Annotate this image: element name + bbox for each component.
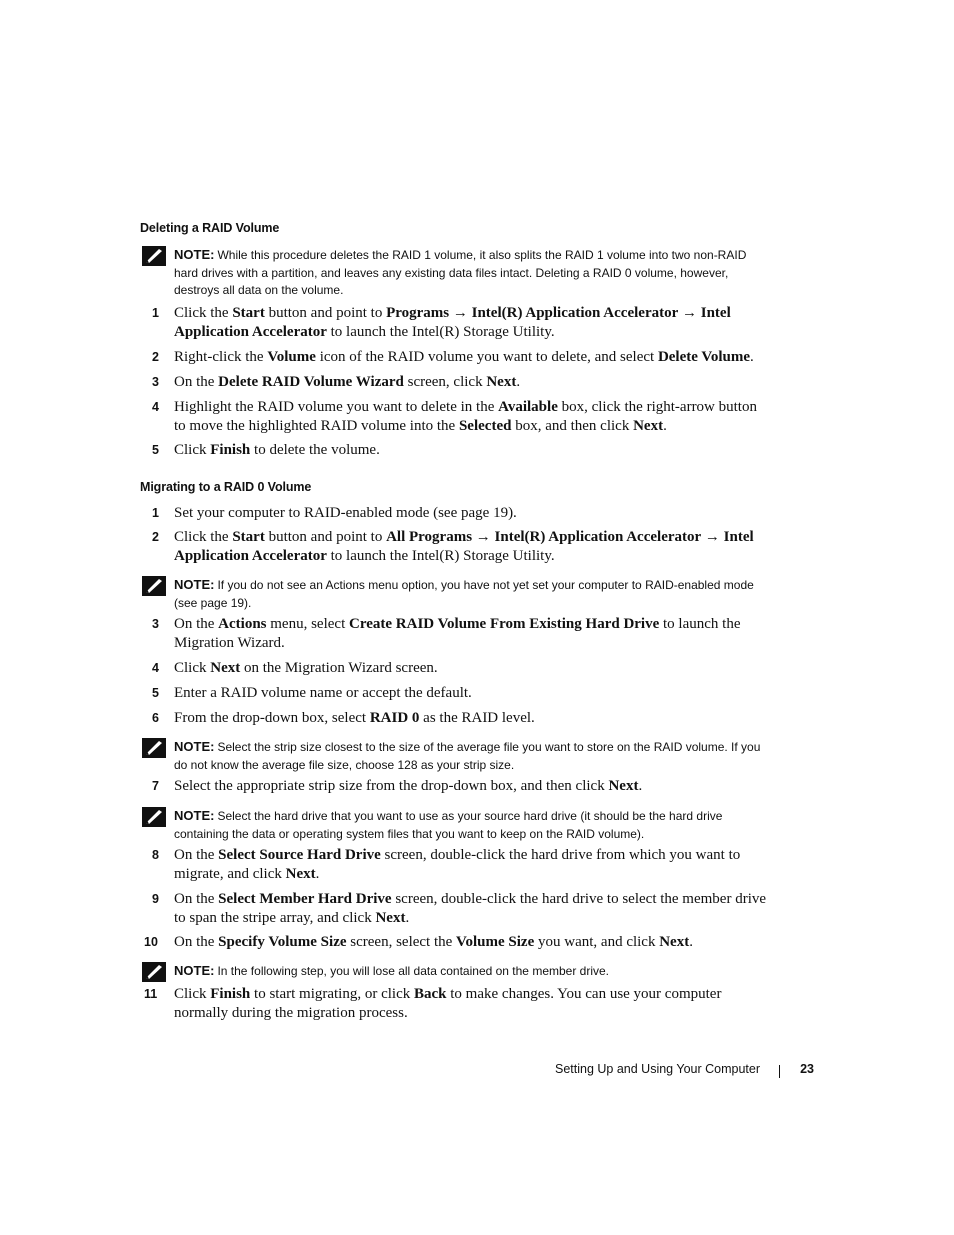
step-text: icon of the RAID volume you want to delete, and select: [315, 349, 658, 365]
note-ui-term: Actions: [325, 578, 365, 592]
step-text: On the: [174, 934, 219, 950]
step-text: Click: [174, 660, 211, 676]
delete-step-1: [140, 304, 770, 342]
step-text: to start migrating, or click: [250, 986, 414, 1002]
step-bold: Start: [232, 529, 265, 545]
step-bold: Next: [375, 910, 406, 926]
step-text: .: [750, 349, 754, 365]
step-text: to make changes. You can use your computer normally during the migration process.: [174, 986, 722, 1021]
step-bold: Create RAID Volume From Existing Hard Drive: [349, 616, 660, 632]
step-bold: Volume Size: [456, 934, 535, 950]
step-text: .: [689, 934, 693, 950]
step-text: Highlight the RAID volume you want to delete in the: [174, 399, 499, 415]
migrate-step-7: [140, 777, 770, 796]
step-text: On the: [174, 847, 219, 863]
step-bold: Delete Volume: [657, 349, 751, 365]
step-number: 8: [152, 848, 159, 862]
step-number: 5: [152, 686, 159, 700]
note-pencil-icon: [142, 738, 166, 758]
step-bold: Next: [486, 374, 517, 390]
step-text: box, click the right-arrow button to move the highlighted RAID volume into the: [174, 399, 757, 434]
step-text: →: [449, 305, 472, 321]
step-number: 11: [144, 987, 158, 1001]
step-bold: Finish: [210, 986, 251, 1002]
step-number: 5: [152, 443, 159, 457]
note-label: NOTE:: [174, 739, 215, 754]
step-text: .: [315, 866, 320, 882]
step-bold: Delete RAID Volume Wizard: [218, 374, 404, 390]
step-bold: Available: [498, 399, 558, 415]
step-text: →: [701, 529, 724, 545]
note-strip-size: [142, 738, 762, 774]
step-number: 10: [144, 935, 158, 949]
step-number: 4: [152, 400, 159, 414]
step-text: Set your computer to RAID-enabled mode (see page 19).: [174, 505, 517, 521]
step-number: 2: [152, 350, 159, 364]
step-number: 9: [152, 892, 159, 906]
note-pencil-icon: [142, 962, 166, 982]
note-text: In the following step, you will lose all data contained on the member drive.: [217, 964, 610, 978]
step-text: Select the appropriate strip size from the drop-down box, and then click: [174, 778, 609, 794]
step-bold: Intel(R) Application Accelerator: [471, 305, 679, 321]
step-number: 1: [152, 306, 159, 320]
step-number: 3: [152, 617, 159, 631]
note-text: Select the strip size closest to the size of the average file you want to store on the RAID volume. If you do not know the average file size, choose 128 as your strip size.: [174, 740, 761, 772]
step-text: to launch the Migration Wizard.: [174, 616, 741, 651]
migrate-step-9: [140, 890, 770, 928]
step-bold: Start: [232, 305, 265, 321]
note-delete-warning: [142, 246, 762, 300]
step-text: button and point to: [264, 305, 387, 321]
note-pencil-icon: [142, 576, 166, 596]
note-actions-menu: [142, 576, 762, 612]
step-text: Enter a RAID volume name or accept the default.: [174, 685, 472, 701]
step-number: 6: [152, 711, 159, 725]
step-text: →: [678, 305, 701, 321]
step-bold: Specify Volume Size: [218, 934, 347, 950]
step-bold: Finish: [210, 442, 251, 458]
page-footer: [520, 1062, 814, 1080]
step-number: 3: [152, 375, 159, 389]
step-bold: All Programs: [386, 529, 473, 545]
page-number: 23: [800, 1062, 814, 1076]
step-text: button and point to: [264, 529, 387, 545]
note-source-drive: [142, 807, 762, 843]
step-bold: Back: [414, 986, 447, 1002]
note-text: Select the hard drive that you want to use as your source hard drive (it should be the hard drive containing the data or operating system files that you want to keep on the RAID volume).: [174, 809, 723, 841]
note-text: menu option, you have not yet set your computer to RAID-enabled mode (see page 19).: [174, 578, 754, 610]
migrate-step-11: [140, 985, 770, 1023]
delete-step-5: [140, 441, 770, 460]
step-text: On the: [174, 891, 219, 907]
step-number: 1: [152, 506, 159, 520]
step-text: Click: [174, 442, 211, 458]
step-bold: Intel(R) Application Accelerator: [494, 529, 702, 545]
step-bold: Intel Application Accelerator: [174, 305, 731, 340]
footer-separator: [779, 1065, 780, 1078]
step-text: Click: [174, 986, 211, 1002]
step-bold: Next: [633, 418, 664, 434]
step-text: On the: [174, 616, 219, 632]
step-bold: Next: [285, 866, 316, 882]
step-text: screen, double-click the hard drive to select the member drive to span the stripe array, and click: [174, 891, 767, 926]
migrate-step-2: [140, 528, 770, 566]
step-bold: Next: [210, 660, 241, 676]
migrate-step-3: [140, 615, 770, 653]
step-bold: Intel Application Accelerator: [174, 529, 754, 564]
section-title-deleting: Deleting a RAID Volume: [140, 221, 280, 235]
note-text: While this procedure deletes the RAID 1 volume, it also splits the RAID 1 volume into two non-RAID hard drives with a partition, and leaves any existing data files intact. Deleting a RAID 0 volume, however, destroys all data on the volume.: [174, 248, 747, 297]
step-text: .: [638, 778, 643, 794]
step-text: on the Migration Wizard screen.: [240, 660, 438, 676]
footer-title: Setting Up and Using Your Computer: [555, 1062, 760, 1076]
note-pencil-icon: [142, 246, 166, 266]
migrate-step-4: [140, 659, 770, 678]
step-text: box, and then click: [511, 418, 634, 434]
migrate-step-8: [140, 846, 770, 884]
step-bold: Actions: [218, 616, 267, 632]
step-text: →: [472, 529, 495, 545]
note-pencil-icon: [142, 807, 166, 827]
delete-step-4: [140, 398, 770, 436]
migrate-step-1: [140, 504, 770, 523]
step-text: to launch the Intel(R) Storage Utility.: [326, 548, 555, 564]
note-label: NOTE:: [174, 808, 215, 823]
step-bold: Selected: [458, 418, 512, 434]
step-text: From the drop-down box, select: [174, 710, 370, 726]
step-text: to delete the volume.: [250, 442, 380, 458]
note-label: NOTE:: [174, 577, 215, 592]
step-bold: Select Member Hard Drive: [218, 891, 392, 907]
step-text: .: [663, 418, 667, 434]
step-text: you want, and click: [534, 934, 660, 950]
delete-step-2: [140, 348, 770, 367]
step-text: Click the: [174, 529, 233, 545]
step-text: .: [516, 374, 521, 390]
section-title-migrating: Migrating to a RAID 0 Volume: [140, 480, 312, 494]
migrate-step-10: [140, 933, 770, 952]
step-bold: Next: [608, 778, 639, 794]
step-text: On the: [174, 374, 219, 390]
migrate-step-5: [140, 684, 770, 703]
note-label: NOTE:: [174, 247, 215, 262]
step-text: menu, select: [266, 616, 349, 632]
step-text: as the RAID level.: [419, 710, 535, 726]
step-bold: RAID 0: [369, 710, 420, 726]
delete-step-3: [140, 373, 770, 392]
step-text: Click the: [174, 305, 233, 321]
step-bold: Next: [659, 934, 690, 950]
step-text: screen, click: [403, 374, 487, 390]
step-text: screen, select the: [346, 934, 457, 950]
step-text: Right-click the: [174, 349, 268, 365]
step-bold: Select Source Hard Drive: [218, 847, 381, 863]
step-number: 4: [152, 661, 159, 675]
step-bold: Programs: [386, 305, 450, 321]
step-number: 7: [152, 779, 159, 793]
step-text: to launch the Intel(R) Storage Utility.: [326, 324, 555, 340]
step-text: screen, double-click the hard drive from which you want to migrate, and click: [174, 847, 741, 882]
note-label: NOTE:: [174, 963, 215, 978]
step-text: .: [405, 910, 410, 926]
migrate-step-6: [140, 709, 770, 728]
note-data-loss: [142, 962, 762, 981]
step-number: 2: [152, 530, 159, 544]
note-text: If you do not see an: [217, 578, 326, 592]
step-bold: Volume: [267, 349, 316, 365]
